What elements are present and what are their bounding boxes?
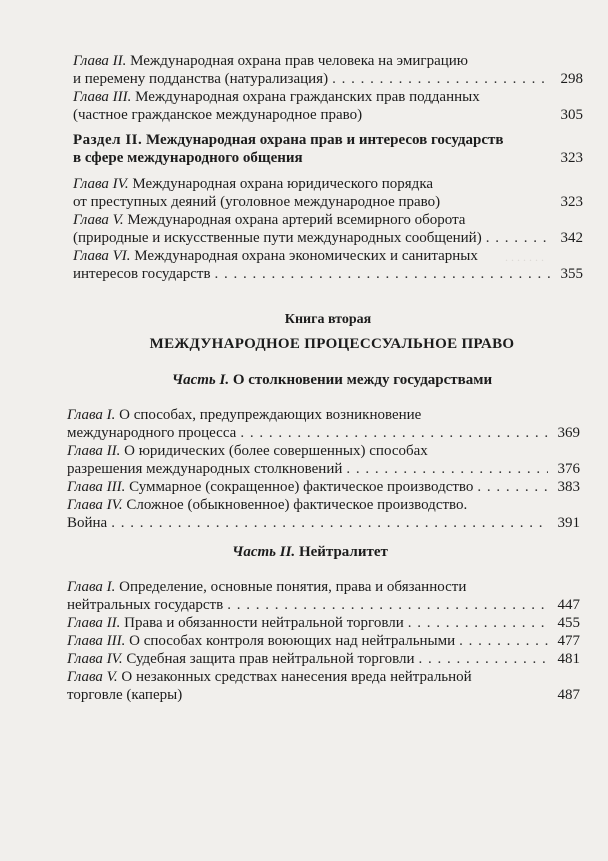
entry-title-line1: Определение, основные понятия, права и обязанности xyxy=(115,579,467,595)
leader-dots xyxy=(227,596,548,614)
leader-dots xyxy=(215,265,551,283)
toc-entry-line xyxy=(67,514,580,532)
entry-title-line1: Суммарное (сокращенное) фактическое производство xyxy=(125,479,474,495)
toc-entry-line xyxy=(73,265,583,283)
page-number: 355 xyxy=(560,266,583,282)
toc-entry-line xyxy=(67,668,537,686)
part-heading xyxy=(6,544,608,561)
section-title-line2: в сфере международного общения xyxy=(73,150,303,166)
book-title: Книга вторая xyxy=(284,312,372,327)
bleed-through-text: . . . . . . . xyxy=(505,250,544,264)
toc-entry-line xyxy=(67,632,580,650)
entry-title-line1: Международная охрана артерий всемирного оборота xyxy=(123,212,466,228)
toc-entry-line xyxy=(67,460,580,478)
chapter-label: Глава III. xyxy=(73,89,132,105)
chapter-label: Глава II. xyxy=(67,443,121,459)
toc-entry-line xyxy=(67,442,537,460)
page-number: 383 xyxy=(557,479,580,495)
chapter-label: Глава I. xyxy=(67,579,116,595)
entry-title-line1: Судебная защита прав нейтральной торговли xyxy=(122,651,415,667)
leader-dots xyxy=(408,614,548,632)
entry-title-line1: Международная охрана юридического порядка xyxy=(128,176,434,192)
chapter-label: Глава V. xyxy=(67,669,118,685)
toc-entry-line xyxy=(73,88,539,106)
entry-title-line2: нейтральных государств xyxy=(67,597,224,613)
part-label: Часть II. xyxy=(232,544,296,560)
toc-entry-line xyxy=(67,424,580,442)
entry-title-line1: Международная охрана прав человека на эмиграцию xyxy=(126,53,468,69)
book-subtitle: МЕЖДУНАРОДНОЕ ПРОЦЕССУАЛЬНОЕ ПРАВО xyxy=(149,336,515,352)
page-number: 323 xyxy=(560,150,583,166)
page-number: 455 xyxy=(557,615,580,631)
entry-title-line1: Международная охрана экономических и санитарных xyxy=(130,248,478,264)
toc-entry-line xyxy=(73,175,539,193)
section-heading-line xyxy=(73,131,543,149)
leader-dots xyxy=(111,514,548,532)
chapter-label: Глава IV. xyxy=(73,176,129,192)
toc-entry-line xyxy=(67,614,580,632)
entry-title-line2: интересов государств xyxy=(73,266,211,282)
chapter-label: Глава II. xyxy=(67,615,121,631)
part-heading xyxy=(28,372,608,389)
chapter-label: Глава III. xyxy=(67,633,126,649)
chapter-label: Глава IV. xyxy=(67,651,123,667)
entry-title-line2: разрешения международных столкновений xyxy=(67,461,343,477)
entry-title-line1: Сложное (обыкновенное) фактическое производство. xyxy=(122,497,468,513)
entry-title-line1: О незаконных средствах нанесения вреда нейтральной xyxy=(117,669,472,685)
entry-title-line2: (природные и искусственные пути международных сообщений) xyxy=(73,230,482,246)
page-number: 391 xyxy=(557,515,580,531)
page-number: 369 xyxy=(557,425,580,441)
toc-entry-line xyxy=(73,52,539,70)
leader-dots xyxy=(346,460,548,478)
page-number: 305 xyxy=(560,107,583,123)
part-label: Часть I. xyxy=(171,372,230,388)
entry-title-line2: торговле (каперы) xyxy=(67,687,183,703)
toc-entry-line xyxy=(67,686,580,704)
toc-entry-line xyxy=(73,106,583,124)
entry-title-line1: О юридических (более совершенных) способах xyxy=(120,443,428,459)
chapter-label: Глава III. xyxy=(67,479,126,495)
toc-entry-line xyxy=(67,578,537,596)
entry-title-line2: и перемену подданства (натурализация) xyxy=(73,71,329,87)
page-number: 298 xyxy=(560,71,583,87)
entry-title-line1: О способах, предупреждающих возникновение xyxy=(115,407,422,423)
entry-title-line1: Международная охрана гражданских прав подданных xyxy=(131,89,480,105)
chapter-label: Глава I. xyxy=(67,407,116,423)
chapter-label: Глава IV. xyxy=(67,497,123,513)
page-number: 342 xyxy=(560,230,583,246)
leader-dots xyxy=(240,424,548,442)
leader-dots xyxy=(419,650,548,668)
toc-entry-line xyxy=(67,478,580,496)
toc-entry-line xyxy=(67,650,580,668)
toc-entry-line xyxy=(67,496,537,514)
part-title: О столкновении между государствами xyxy=(229,372,493,388)
entry-title-line2: международного процесса xyxy=(67,425,237,441)
page-number: 447 xyxy=(557,597,580,613)
section-label: Раздел II. xyxy=(73,132,143,148)
part-title: Нейтралитет xyxy=(295,544,388,560)
chapter-label: Глава VI. xyxy=(73,248,131,264)
section-heading-line xyxy=(73,149,583,167)
entry-title-line1: Права и обязанности нейтральной торговли xyxy=(120,615,404,631)
page-number: 481 xyxy=(557,651,580,667)
toc-entry-line xyxy=(73,70,583,88)
page-number: 323 xyxy=(560,194,583,210)
leader-dots xyxy=(459,632,548,650)
toc-entry-line xyxy=(67,406,537,424)
entry-title-line2: от преступных деяний (уголовное международное право) xyxy=(73,194,441,210)
toc-entry-line xyxy=(73,193,583,211)
leader-dots xyxy=(486,229,551,247)
entry-title-line1: О способах контроля воюющих над нейтральными xyxy=(125,633,456,649)
toc-entry-line xyxy=(73,247,539,265)
entry-title-line2: (частное гражданское международное право) xyxy=(73,107,363,123)
chapter-label: Глава V. xyxy=(73,212,124,228)
page-number: 477 xyxy=(557,633,580,649)
toc-entry-line xyxy=(73,229,583,247)
section-title-line1: Международная охрана прав и интересов государств xyxy=(142,132,504,148)
leader-dots xyxy=(332,70,551,88)
entry-title-line2: Война xyxy=(67,515,108,531)
toc-entry-line xyxy=(73,211,539,229)
toc-entry-line xyxy=(67,596,580,614)
page-number: 376 xyxy=(557,461,580,477)
chapter-label: Глава II. xyxy=(73,53,127,69)
page-number: 487 xyxy=(557,687,580,703)
leader-dots xyxy=(477,478,548,496)
